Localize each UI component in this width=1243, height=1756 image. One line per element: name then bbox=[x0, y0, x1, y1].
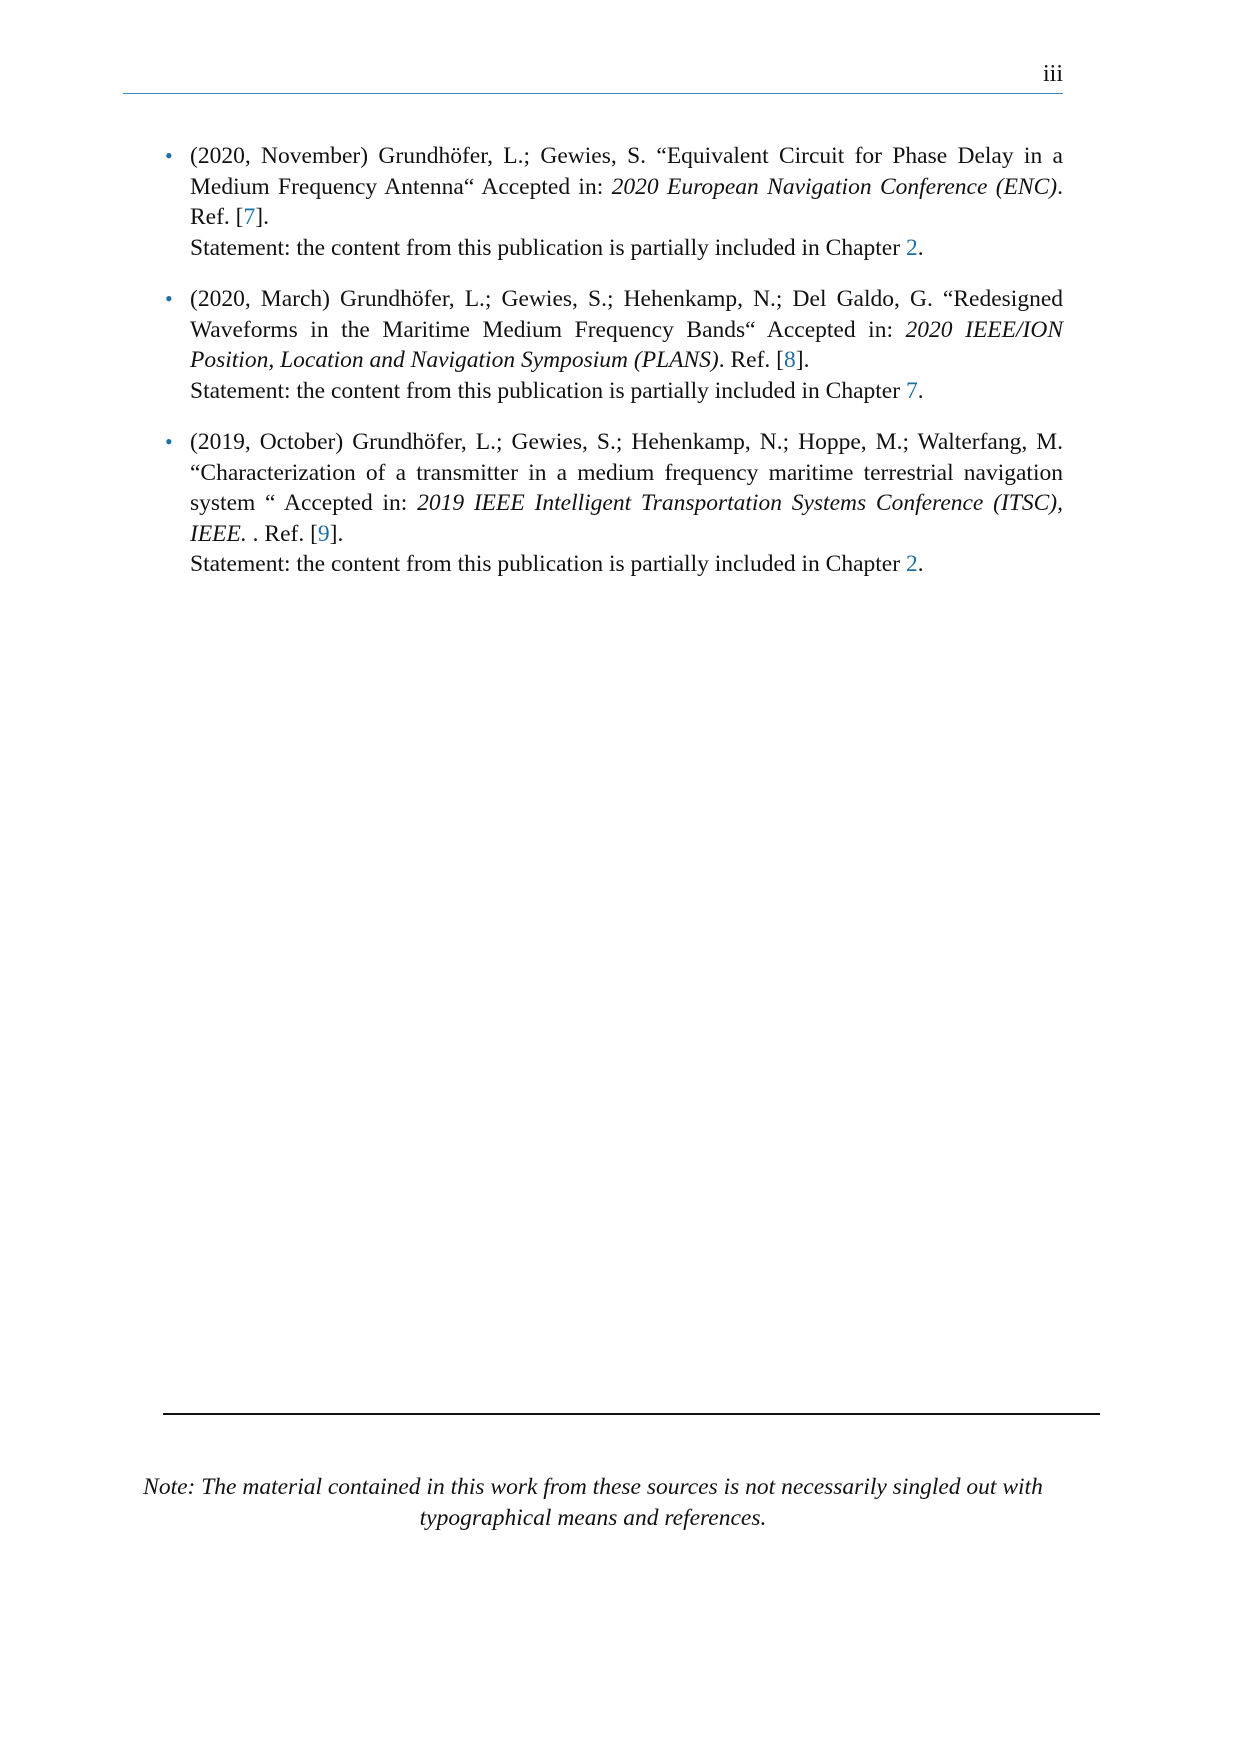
statement bbox=[190, 549, 1063, 580]
statement-end: . bbox=[917, 551, 924, 577]
publication-list bbox=[165, 141, 1064, 601]
publication-lead: (2019, October) Grundhöfer, L.; Gewies, S.; Hehenkamp, N.; Hoppe, M.; Walterfang, M. “Characterization of a transmitter in a medium frequency maritime terrestrial navigation system “ Accepted in: bbox=[190, 429, 1063, 516]
reference-link[interactable]: 9 bbox=[317, 520, 330, 547]
statement-text: Statement: the content from this publication is partially included in Chapter bbox=[190, 377, 906, 404]
footer-note: Note: The material contained in this work from these sources is not necessarily singled out with typographical means and references. bbox=[143, 1474, 1043, 1531]
publication-venue: 2020 European Navigation Conference (ENC) bbox=[611, 173, 1058, 200]
publication-lead: (2020, March) Grundhöfer, L.; Gewies, S.; Hehenkamp, N.; Del Galdo, G. “Redesigned Waveforms in the Maritime Medium Frequency Bands“ Accepted in: bbox=[190, 286, 1063, 343]
bullet-icon: • bbox=[165, 143, 173, 168]
ref-prefix: . Ref. [ bbox=[190, 173, 1063, 230]
reference-link[interactable]: 8 bbox=[784, 347, 796, 373]
publication-item bbox=[165, 141, 1063, 263]
header-rule bbox=[123, 93, 1063, 94]
ref-prefix: . Ref. [ bbox=[246, 520, 318, 547]
publication-lead: (2020, November) Grundhöfer, L.; Gewies, S. “Equivalent Circuit for Phase Delay in a Medium Frequency Antenna“ Accepted in: bbox=[190, 143, 1063, 200]
bullet-icon: • bbox=[165, 286, 173, 311]
publication-venue: 2020 IEEE/ION Position, Location and Navigation Symposium (PLANS) bbox=[190, 316, 1064, 373]
statement-end: . bbox=[917, 234, 924, 261]
publication-item bbox=[165, 427, 1063, 580]
statement-end: . bbox=[917, 377, 924, 404]
statement-text: Statement: the content from this publication is partially included in Chapter bbox=[190, 234, 906, 261]
publication-item bbox=[165, 284, 1064, 406]
chapter-link[interactable]: 2 bbox=[905, 234, 918, 261]
chapter-link[interactable]: 2 bbox=[905, 551, 918, 577]
bullet-icon: • bbox=[165, 429, 173, 454]
footer-rule bbox=[163, 1413, 1100, 1415]
page-number: iii bbox=[1042, 61, 1063, 87]
ref-close: ]. bbox=[795, 347, 810, 373]
statement bbox=[190, 376, 1063, 407]
reference-link[interactable]: 7 bbox=[243, 204, 256, 230]
statement bbox=[190, 233, 1063, 264]
statement-text: Statement: the content from this publication is partially included in Chapter bbox=[190, 551, 906, 577]
chapter-link[interactable]: 7 bbox=[905, 377, 918, 404]
ref-close: ]. bbox=[329, 520, 344, 547]
ref-close: ]. bbox=[255, 204, 269, 230]
ref-prefix: . Ref. [ bbox=[718, 347, 785, 373]
publication-venue: 2019 IEEE Intelligent Transportation Systems Conference (ITSC), IEEE. bbox=[190, 490, 1063, 547]
